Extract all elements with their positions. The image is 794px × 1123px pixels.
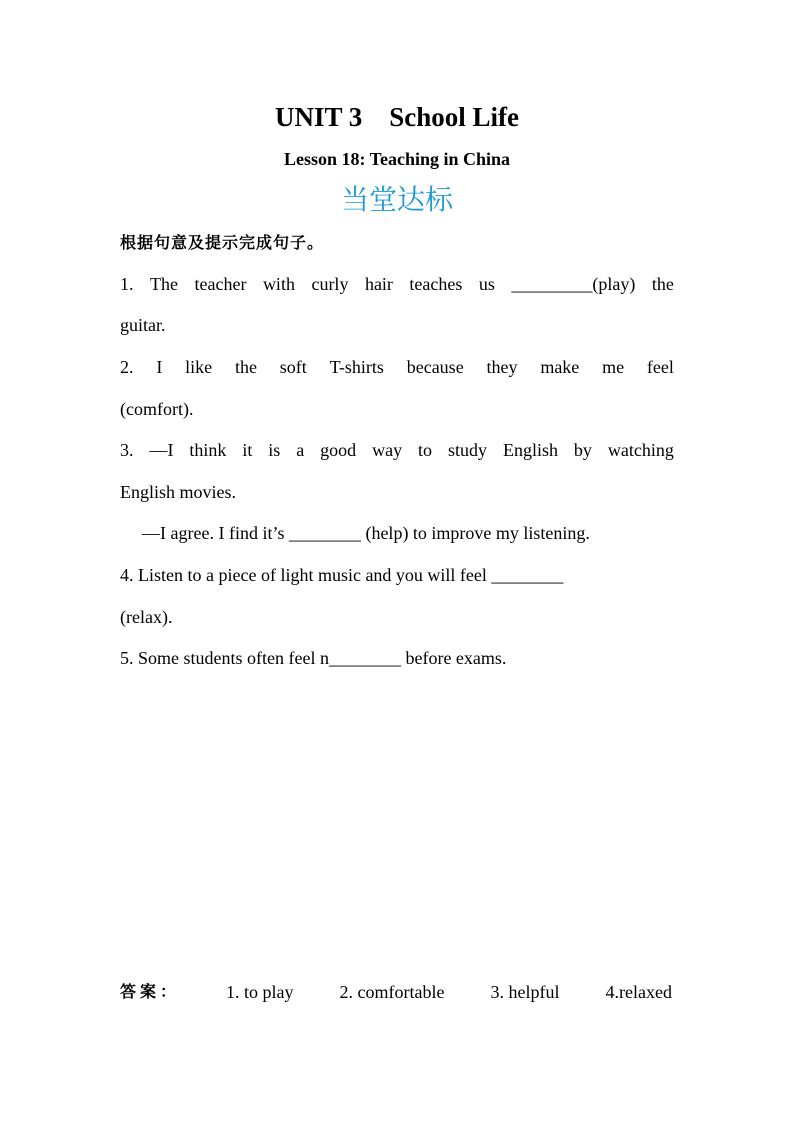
question-3-reply: —I agree. I find it’s ________ (help) to improve my listening. xyxy=(142,523,590,543)
question-3-continued: English movies. xyxy=(120,482,236,502)
instruction-text: 根据句意及提示完成句子。 xyxy=(120,233,325,252)
answer-key xyxy=(120,979,672,1005)
section-heading: 当堂达标 xyxy=(340,183,453,216)
question-2-continued: (comfort). xyxy=(120,399,194,419)
answer-item: 1. to play xyxy=(226,982,294,1002)
answer-item: 2. comfortable xyxy=(339,982,445,1002)
question-4: 4. Listen to a piece of light music and you will feel ________ xyxy=(120,565,564,585)
question-3: 3. —I think it is a good way to study English by watching xyxy=(120,440,674,460)
lesson-title: Lesson 18: Teaching in China xyxy=(283,149,511,169)
question-5: 5. Some students often feel n________ before exams. xyxy=(120,648,507,668)
question-4-continued: (relax). xyxy=(120,607,173,627)
question-2: 2. I like the soft T-shirts because they make me feel xyxy=(120,357,674,377)
question-1: 1. The teacher with curly hair teaches us _________(play) the xyxy=(120,271,674,297)
answer-item: 3. helpful xyxy=(490,982,560,1002)
question-1-continued: guitar. xyxy=(120,315,166,335)
unit-title: UNIT 3 School Life xyxy=(274,102,520,132)
answer-label: 答案： xyxy=(120,982,181,1001)
answer-blank[interactable]: _________(play) xyxy=(511,274,636,294)
answer-item: 4.relaxed xyxy=(605,982,672,1002)
